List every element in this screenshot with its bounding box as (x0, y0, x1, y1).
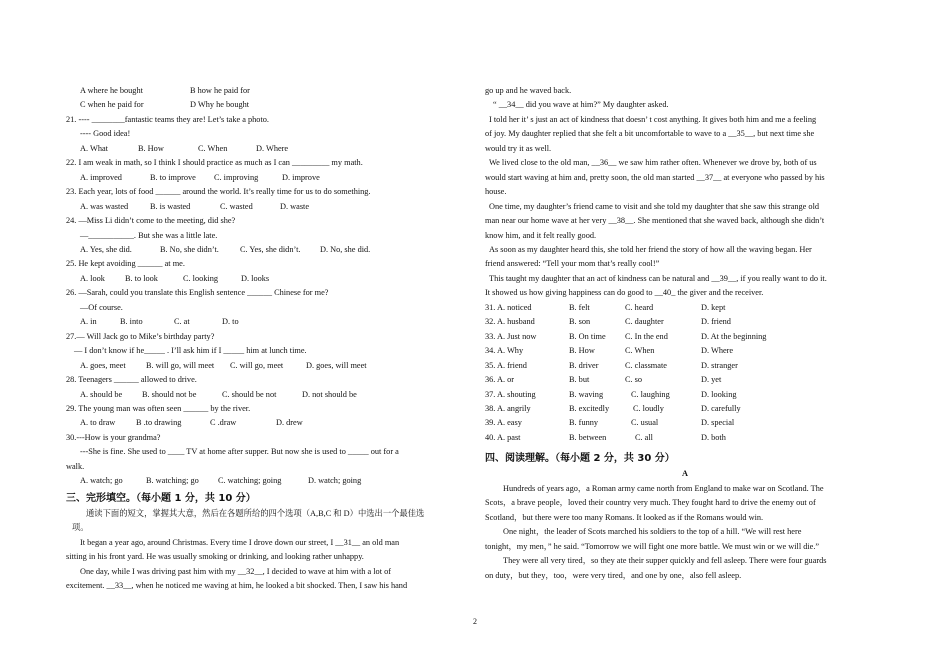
option: C. When (198, 143, 228, 153)
question-28-options (66, 388, 466, 402)
option: D. carefully (701, 403, 741, 413)
q20-options-row2 (66, 98, 466, 112)
option: D. stranger (701, 360, 738, 370)
option: B. No, she didn’t. (160, 244, 219, 254)
passage-line: house. (485, 187, 507, 197)
option: D. special (701, 418, 735, 428)
option: D. improve (282, 172, 320, 182)
option: C. at (174, 317, 190, 327)
option: C. will go, meet (230, 360, 284, 370)
choice-row-33 (485, 330, 885, 344)
passage-line: I told her it’ s just an act of kindness that doesn’ t cost anything. It gives both him and me a feeling (489, 114, 817, 124)
page-number: 2 (473, 617, 477, 626)
option: D. to (222, 317, 239, 327)
question-27-reply: — I don’t know if he_____ . I’ll ask him if I _____ him at lunch time. (74, 346, 307, 356)
option: C. should be not (222, 389, 277, 399)
option: D. friend (701, 317, 731, 327)
option: A. look (80, 273, 105, 283)
passage-line: As soon as my daughter heard this, she told her friend the story of how all the waving began. Her (489, 244, 812, 254)
option: C. wasted (220, 201, 253, 211)
passage-line: would start waving at him and, pretty soon, the old man started __37__ at everyone who passed by his (485, 172, 825, 182)
choice-row-34 (485, 344, 885, 358)
question-27-options (66, 359, 466, 373)
option: D. looking (701, 389, 737, 399)
choice-row-37 (485, 388, 885, 402)
option: C when he paid for (80, 100, 144, 110)
option: B .to drawing (136, 418, 182, 428)
option: D. waste (280, 201, 310, 211)
cloze-paragraph-2: One day, while I was driving past him with my __32__, I decided to wave at him with a lot of (80, 566, 391, 576)
option: C. classmate (625, 360, 667, 370)
option: A. Yes, she did. (80, 244, 132, 254)
option: C. Yes, she didn’t. (240, 244, 301, 254)
choice-row-35 (485, 359, 885, 373)
option: D. Where (701, 346, 734, 356)
question-27: 27.— Will Jack go to Mike’s birthday party? (66, 331, 215, 341)
cloze-paragraph-2-cont: excitement. __33__, when he noticed me waving at him, he looked a bit shocked. Then, I saw his hand (66, 580, 408, 590)
option: A. to draw (80, 418, 116, 428)
option: B. should not be (142, 389, 197, 399)
question-30-reply: ---She is fine. She used to ____ TV at home after supper. But now she is used to _____ out for a (80, 447, 399, 457)
cloze-paragraph-1-cont: sitting in his front yard. He was usually smoking or drinking, and looking rather unhappy. (66, 552, 364, 562)
option: C. laughing (631, 389, 670, 399)
option: B. son (569, 317, 591, 327)
option: D Why he bought (190, 100, 250, 110)
question-26-reply: —Of course. (80, 302, 123, 312)
question-24: 24. —Miss Li didn’t come to the meeting, did she? (66, 216, 236, 226)
question-26-options (66, 315, 466, 329)
option: B how he paid for (190, 86, 250, 95)
passage-line: “ __34__ did you wave at him?” My daughter asked. (493, 100, 669, 110)
option: 32. A. husband (485, 317, 535, 327)
left-column (66, 84, 466, 593)
question-21-options (66, 142, 466, 156)
option: C. all (635, 432, 653, 442)
option: B. between (569, 432, 607, 442)
choice-row-40 (485, 431, 885, 445)
passage-line: One time, my daughter’s friend came to visit and she told my daughter that she saw this strange old (489, 201, 820, 211)
question-25-options (66, 272, 466, 286)
option: B. excitedly (569, 403, 610, 413)
question-23: 23. Each year, lots of food ______ around the world. It’s really time for us to do something. (66, 187, 371, 197)
option: B. driver (569, 360, 599, 370)
option: D. At the beginning (701, 331, 767, 341)
choice-row-32 (485, 315, 885, 329)
option: C. so (625, 375, 643, 385)
section-4-title: 四、阅读理解。（每小题 2 分，共 30 分） (485, 453, 675, 465)
option: A where he bought (80, 86, 143, 95)
option: C. usual (631, 418, 659, 428)
option: 34. A. Why (485, 346, 524, 356)
option: B. How (569, 346, 595, 356)
option: B. to look (125, 273, 158, 283)
question-29: 29. The young man was often seen ______ by the river. (66, 403, 251, 413)
option: 38. A. angrily (485, 403, 531, 413)
passage-line: go up and he waved back. (485, 86, 572, 95)
option: C. daughter (625, 317, 664, 327)
q20-options-row1 (66, 84, 466, 98)
question-29-options (66, 416, 466, 430)
option: 37. A. shouting (485, 389, 536, 399)
option: A. was wasted (80, 201, 129, 211)
choice-row-31 (485, 301, 885, 315)
option: A. watch; go (80, 476, 123, 486)
passage-line: man near our home wave at her very __38__. She mentioned that she waved back, although she didn’t (485, 216, 825, 226)
option: D. looks (241, 273, 270, 283)
choice-row-38 (485, 402, 885, 416)
section-3-instructions-cont: 项。 (72, 523, 89, 533)
question-22-options (66, 171, 466, 185)
option: A. should be (80, 389, 123, 399)
section-3-instructions: 通读下面的短文，掌握其大意，然后在各题所给的四个选项（A,B,C 和 D）中选出一个最佳选 (86, 508, 425, 518)
option: D. yet (701, 375, 722, 385)
option: C .draw (210, 418, 237, 428)
passage-a-line: Scotland，but there were too many Romans. It looked as if the Romans would win. (485, 512, 764, 522)
choice-row-39 (485, 416, 885, 430)
option: B. How (138, 143, 164, 153)
question-30-reply-cont: walk. (66, 461, 85, 471)
section-3-title: 三、完形填空。（每小题 1 分，共 10 分） (66, 492, 256, 504)
option: A. in (80, 317, 97, 327)
question-24-reply: —___________. But she was a little late. (80, 230, 218, 240)
option: 31. A. noticed (485, 302, 532, 312)
option: C. watching; going (218, 476, 282, 486)
option: C. loudly (633, 403, 664, 413)
option: C. improving (214, 172, 259, 182)
option: D. goes, will meet (306, 360, 367, 370)
question-24-options (66, 243, 466, 257)
right-column (485, 84, 885, 583)
passage-line: know him, and it felt really good. (485, 230, 597, 240)
option: A. What (80, 143, 108, 153)
option: B. into (120, 317, 143, 327)
cloze-paragraph-1: It began a year ago, around Christmas. Every time I drove down our street, I __31__ an old man (80, 537, 400, 547)
passage-line: would try it as well. (485, 143, 552, 153)
option: D. No, she did. (320, 244, 371, 254)
question-21: 21. ---- ________fantastic teams they are! Let’s take a photo. (66, 114, 269, 124)
option: B. felt (569, 302, 590, 312)
option: B. waving (569, 389, 604, 399)
option: B. funny (569, 418, 599, 428)
option: 39. A. easy (485, 418, 522, 428)
passage-line: of joy. My daughter replied that she felt a bit uncomfortable to wave to a __35__, but next time she (485, 129, 815, 139)
option: D. drew (276, 418, 303, 428)
option: A. goes, meet (80, 360, 126, 370)
passage-line: This taught my daughter that an act of kindness can be natural and __39__, if you really want to do it. (489, 273, 827, 283)
option: C. looking (183, 273, 219, 283)
passage-a-line: Scots，a brave people，loved their country very much. They fought hard to drive the enemy out of (485, 498, 816, 508)
option: B. will go, will meet (146, 360, 215, 370)
option: C. When (625, 346, 655, 356)
passage-a-line: tonight，my men，” he said. “Tomorrow we will fight one more battle. We must win or we will die.” (485, 541, 820, 551)
option: B. On time (569, 331, 606, 341)
option: A. improved (80, 172, 122, 182)
option: D. kept (701, 302, 726, 312)
question-23-options (66, 200, 466, 214)
question-30-options (66, 474, 466, 488)
passage-a-line: on duty，but they，too，were very tired，and one by one，also fell asleep. (485, 570, 742, 580)
option: B. is wasted (150, 201, 191, 211)
passage-line: We lived close to the old man, __36__ we saw him rather often. Whenever we drove by, both of us (489, 158, 817, 168)
question-22: 22. I am weak in math, so I think I should practice as much as I can _________ my math. (66, 158, 363, 168)
choice-row-36 (485, 373, 885, 387)
option: B. watching; go (146, 476, 199, 486)
passage-line: It showed us how giving happiness can do good to __40_ the giver and the receiver. (485, 288, 764, 298)
option: C. heard (625, 302, 654, 312)
option: C. In the end (625, 331, 668, 341)
question-21-reply: ---- Good idea! (80, 129, 131, 139)
option: D. both (701, 432, 726, 442)
passage-a-line: Hundreds of years ago，a Roman army came north from England to make war on Scotland. The (503, 483, 824, 493)
option: D. Where (256, 143, 289, 153)
option: D. watch; going (308, 476, 362, 486)
option: D. not should be (302, 389, 357, 399)
passage-a-line: They were all very tired，so they ate their supper quickly and fell asleep. There were four guards (503, 556, 827, 566)
option: B. but (569, 375, 590, 385)
option: B. to improve (150, 172, 196, 182)
passage-a-line: One night，the leader of Scots marched his soldiers to the top of a hill. “We will rest here (503, 527, 802, 537)
passage-a-heading: A (682, 469, 688, 479)
question-28: 28. Teenagers ______ allowed to drive. (66, 375, 197, 385)
question-26: 26. —Sarah, could you translate this English sentence ______ Chinese for me? (66, 288, 329, 298)
option: 40. A. past (485, 432, 521, 442)
question-30: 30.---How is your grandma? (66, 432, 161, 442)
option: 36. A. or (485, 375, 515, 385)
option: 33. A. Just now (485, 331, 537, 341)
option: 35. A. friend (485, 360, 527, 370)
passage-line: friend answered: “Tell your mom that’s really cool!” (485, 259, 660, 269)
question-25: 25. He kept avoiding ______ at me. (66, 259, 185, 269)
